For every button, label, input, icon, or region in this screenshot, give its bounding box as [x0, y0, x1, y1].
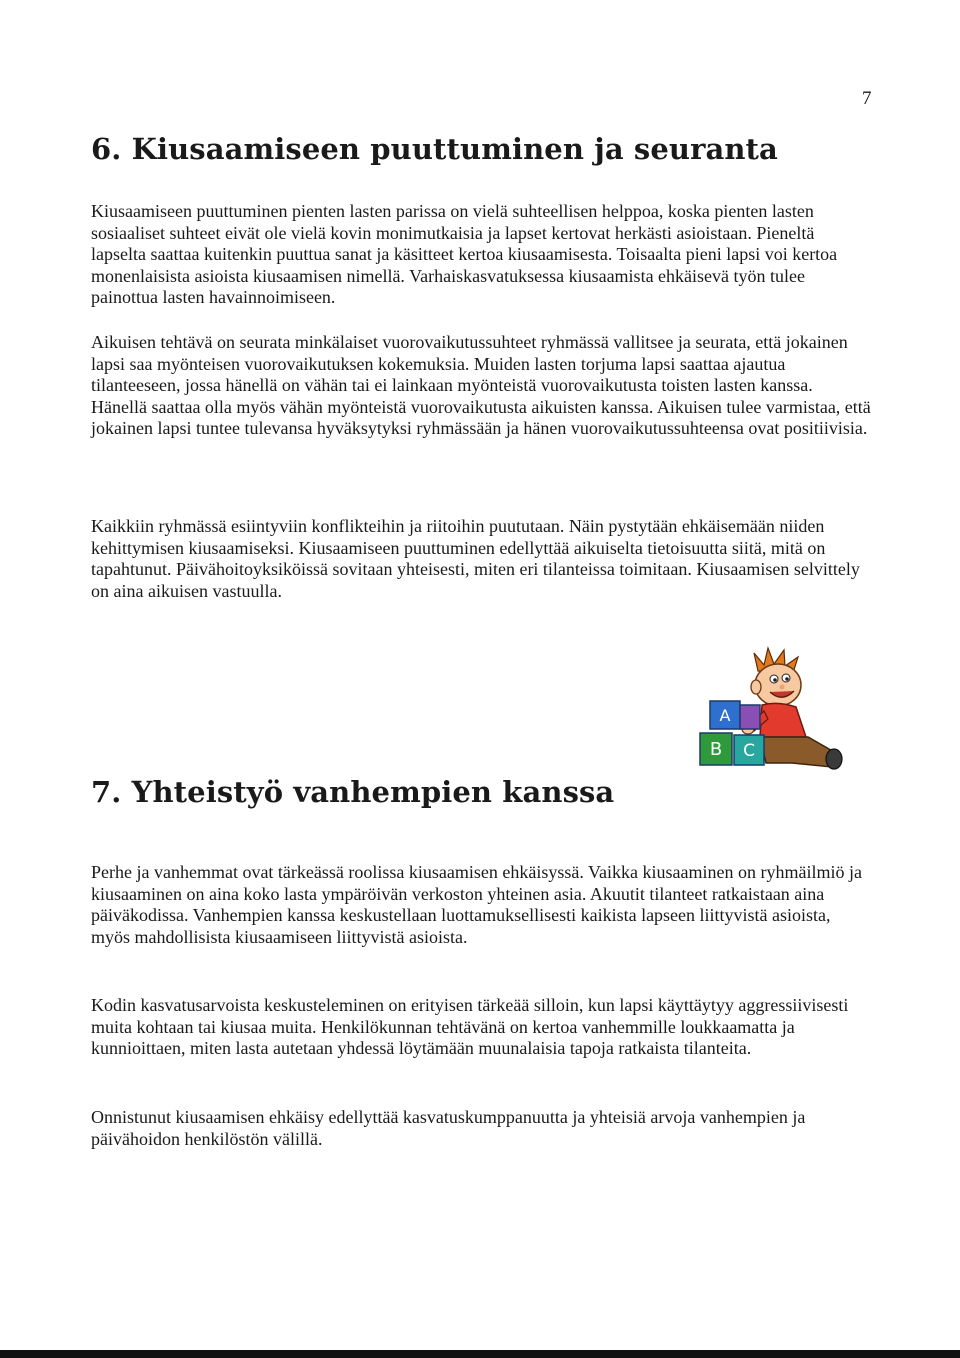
section-7-paragraph-2: Kodin kasvatusarvoista keskusteleminen on erityisen tärkeää silloin, kun lapsi käyttäytyy aggressiivisesti muita kohtaan tai kiusaa muita. Henkilökunnan tehtävänä on kertoa vanhemmille loukkaamatta ja kunnioittaen, miten lasta autetaan yhdessä löytämään muunalaisia tapoja ratkaista tilanteita.	[91, 995, 849, 1058]
scan-bottom-edge	[0, 1350, 960, 1358]
toy-blocks	[700, 701, 764, 765]
section-6-paragraph-2: Aikuisen tehtävä on seurata minkälaiset vuorovaikutussuhteet ryhmässä vallitsee ja seurata, että jokainen lapsi saa myönteisen vuorovaikutuksen kokemuksia. Muiden lasten torjuma lapsi saattaa ajautua tilanteeseen, jossa hänellä on vähän tai ei lainkaan myönteistä vuorovaikutusta toisten lasten kanssa. Hänellä saattaa olla myös vähän myönteistä vuorovaikutusta aikuisten kanssa. Aikuisen tulee varmistaa, että jokainen lapsi tuntee tulevansa hyväksytyksi ryhmässään ja hänen vuorovaikutussuhteensa ovat positiivisia.	[91, 332, 871, 438]
svg-text:B: B	[709, 739, 723, 760]
section-6-paragraph-3: Kaikkiin ryhmässä esiintyviin konflikteihin ja riitoihin puututaan. Näin pystytään ehkäisemään niiden kehittymisen kiusaamiseksi. Kiusaamiseen puuttuminen edellyttää aikuiselta tietoisuutta siitä, mitä on tapahtunut. Päivähoitoyksiköissä sovitaan yhteisesti, miten eri tilanteissa toimitaan. Kiusaamisen selvittely on aina aikuisen vastuulla.	[91, 516, 860, 601]
pants	[760, 737, 836, 767]
section-7-heading: 7. Yhteistyö vanhempien kanssa	[91, 775, 615, 809]
section-6-paragraph-1: Kiusaamiseen puuttuminen pienten lasten parissa on vielä suhteellisen helppoa, koska pienten lasten sosiaaliset suhteet eivät ole vielä kovin monimutkaisia ja lapset kertovat herkästi asioistaan. Pieneltä lapselta saattaa kuitenkin puuttua sanat ja käsitteet kertoa kiusaamisesta. Toisaalta pieni lapsi voi kertoa monenlaisista asioista kiusaamisen nimellä. Varhaiskasvatuksessa kiusaamista ehkäisevä työn tulee painottua lasten havainnoimiseen.	[91, 201, 838, 307]
head	[755, 664, 801, 706]
section-6-heading: 6. Kiusaamiseen puuttuminen ja seuranta	[91, 132, 778, 166]
section-7-paragraph-1: Perhe ja vanhemmat ovat tärkeässä roolissa kiusaamisen ehkäisyssä. Vaikka kiusaaminen on ryhmäilmiö ja kiusaaminen on aina koko lasta ympäröivän verkoston yhteinen asia. Akuutit tilanteet ratkaistaan aina päiväkodissa. Vanhempien kanssa keskustellaan luottamuksellisesti kaikista lapseen liittyvistä asioista, myös mahdollisista kiusaamiseen liittyvistä asioista.	[91, 862, 862, 947]
page-number: 7	[862, 88, 872, 109]
section-7-paragraph-3: Onnistunut kiusaamisen ehkäisy edellyttää kasvatuskumppanuutta ja yhteisiä arvoja vanhempien ja päivähoidon henkilöstön välillä.	[91, 1107, 806, 1149]
child-with-blocks-illustration	[696, 645, 844, 773]
svg-text:A: A	[719, 706, 731, 725]
svg-text:C: C	[743, 741, 755, 761]
